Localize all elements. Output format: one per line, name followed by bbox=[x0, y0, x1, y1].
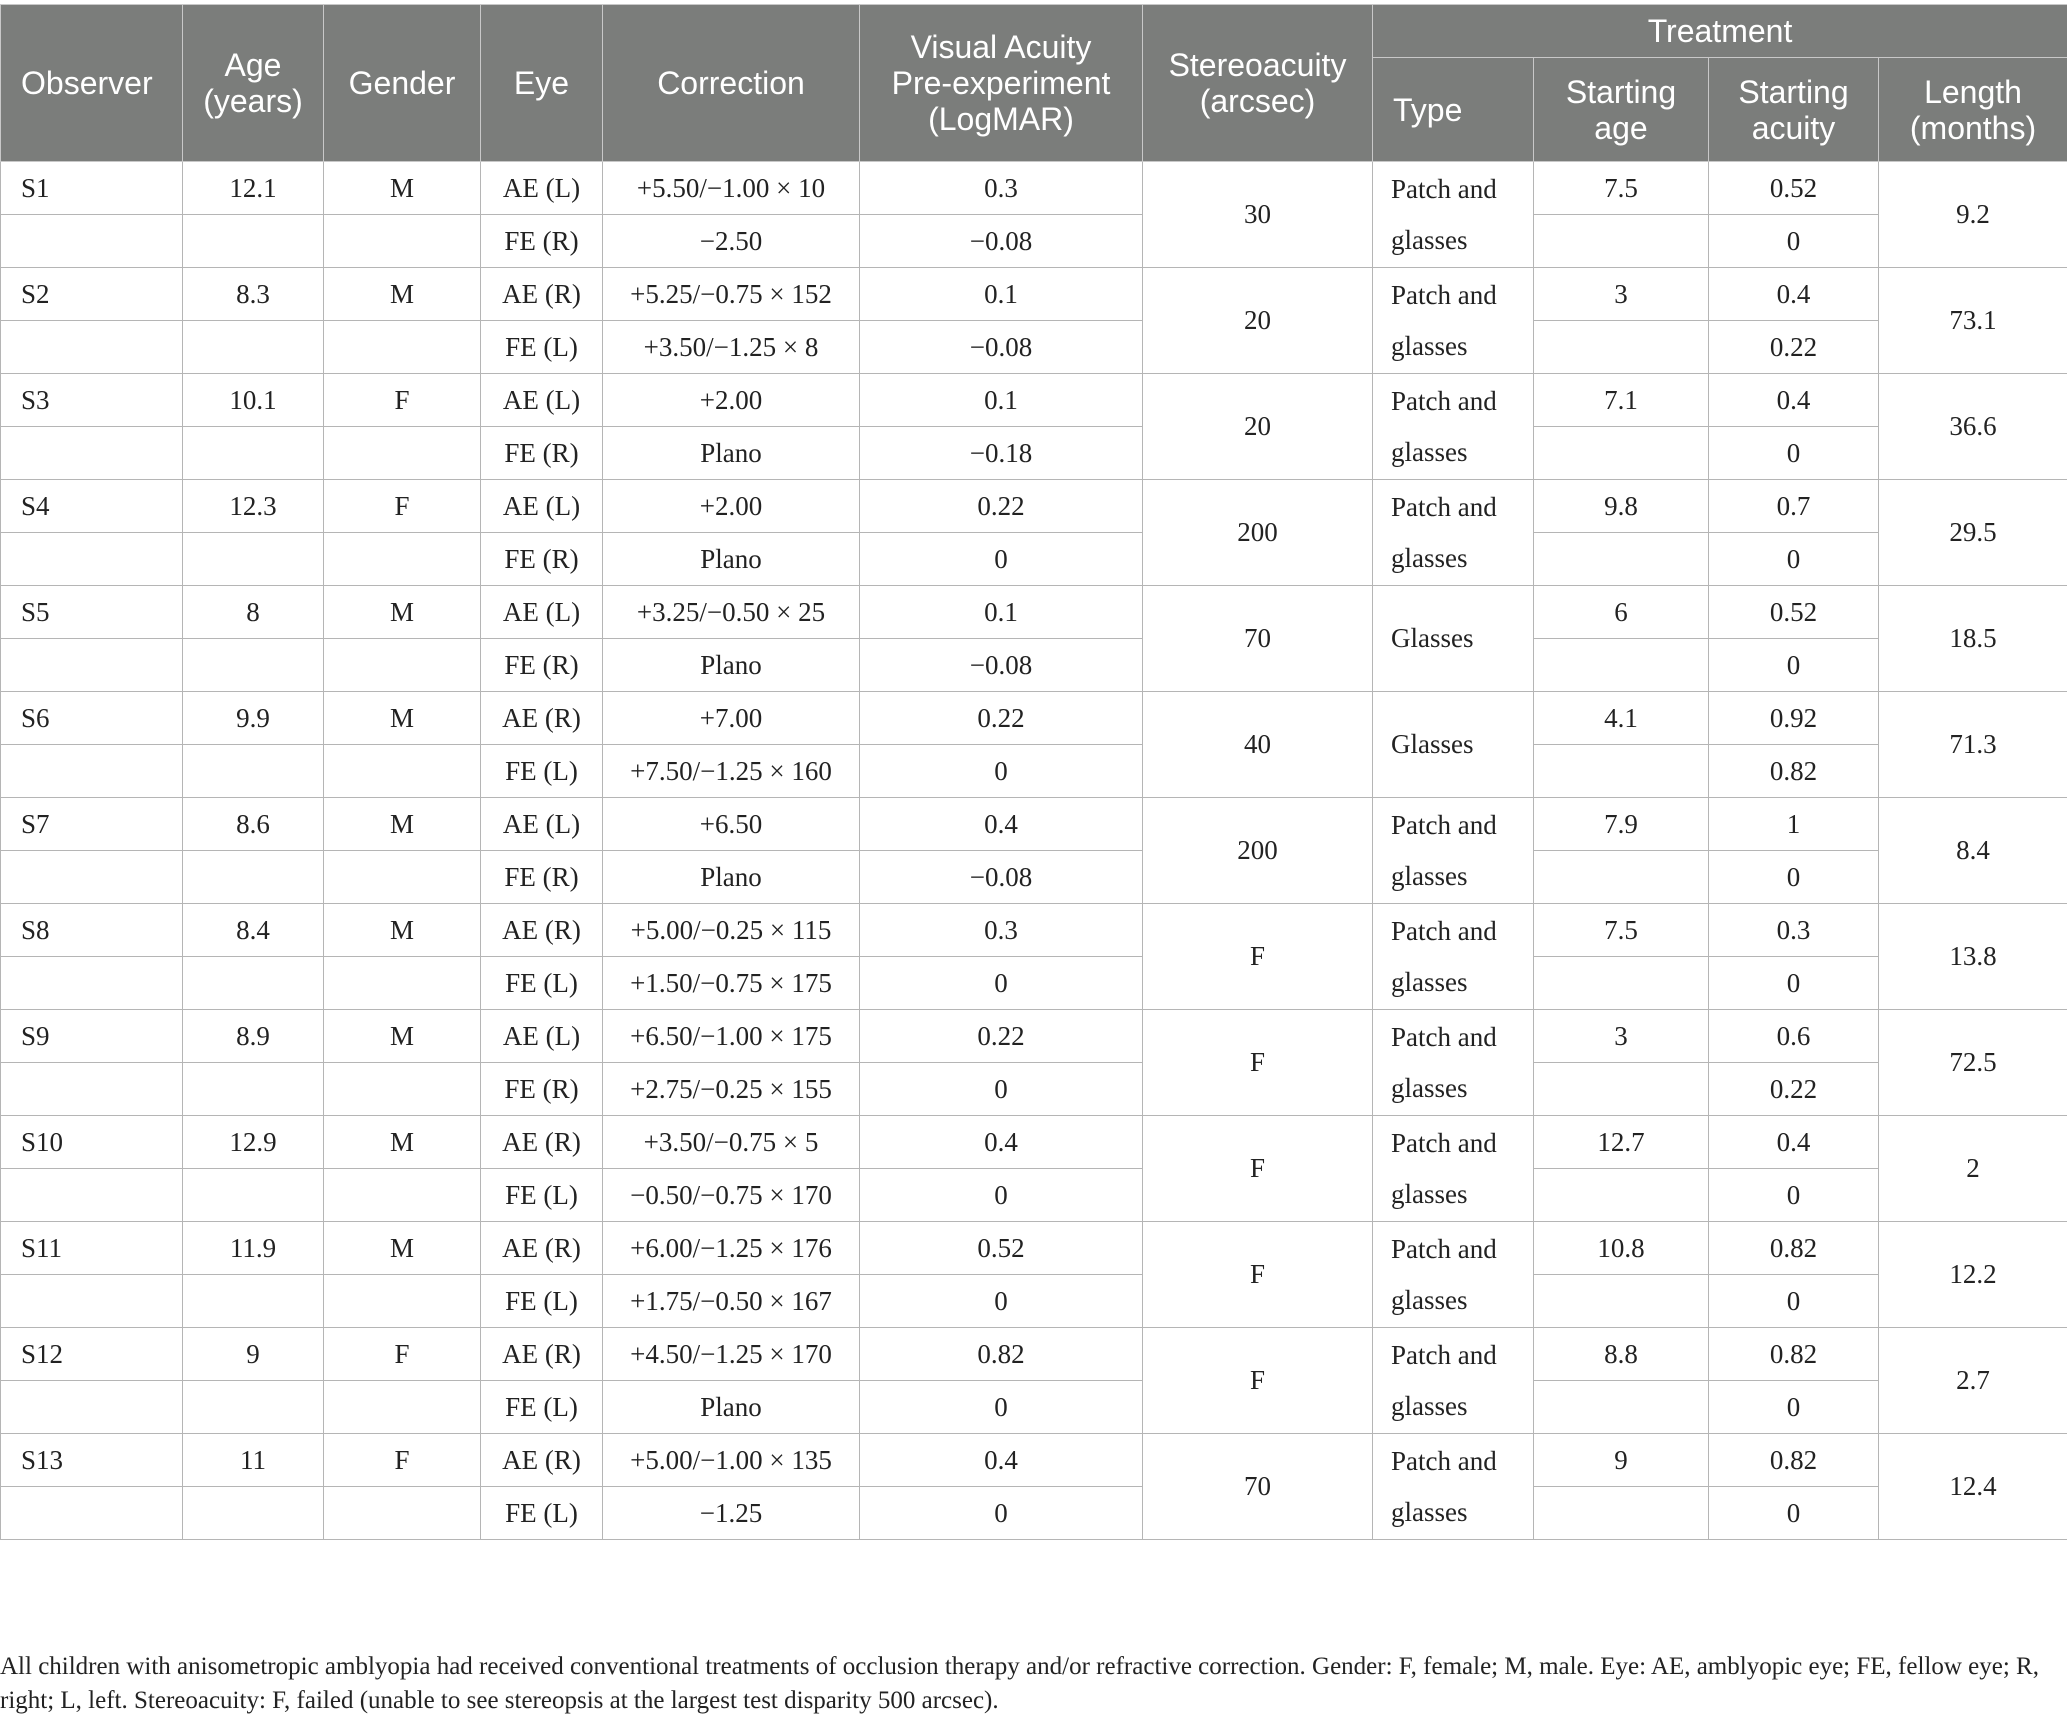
table-row bbox=[1, 745, 2067, 798]
visual-acuity-cell: −0.08 bbox=[860, 321, 1143, 374]
observer-cell: S13 bbox=[1, 1434, 183, 1487]
eye-cell: AE (L) bbox=[481, 586, 603, 639]
correction-cell: +7.50/−1.25 × 160 bbox=[603, 745, 860, 798]
starting-acuity-cell: 0 bbox=[1709, 1275, 1879, 1328]
age-cell-empty bbox=[183, 851, 324, 904]
starting-acuity-cell: 0 bbox=[1709, 639, 1879, 692]
gender-cell-empty bbox=[324, 533, 481, 586]
starting-acuity-cell: 0 bbox=[1709, 1169, 1879, 1222]
table-row bbox=[1, 1275, 2067, 1328]
correction-cell: +5.50/−1.00 × 10 bbox=[603, 162, 860, 215]
correction-cell: Plano bbox=[603, 1381, 860, 1434]
table-row bbox=[1, 957, 2067, 1010]
gender-cell-empty bbox=[324, 215, 481, 268]
correction-cell: +2.00 bbox=[603, 374, 860, 427]
observer-cell: S11 bbox=[1, 1222, 183, 1275]
correction-cell: +3.50/−0.75 × 5 bbox=[603, 1116, 860, 1169]
observer-cell: S9 bbox=[1, 1010, 183, 1063]
age-cell-empty bbox=[183, 639, 324, 692]
starting-acuity-cell: 0 bbox=[1709, 957, 1879, 1010]
eye-cell: FE (R) bbox=[481, 427, 603, 480]
correction-cell: +5.00/−1.00 × 135 bbox=[603, 1434, 860, 1487]
gender-cell-empty bbox=[324, 1487, 481, 1540]
gender-cell-empty bbox=[324, 745, 481, 798]
age-cell-empty bbox=[183, 957, 324, 1010]
length-cell: 18.5 bbox=[1879, 586, 2067, 692]
observer-cell-empty bbox=[1, 745, 183, 798]
starting-age-cell-empty bbox=[1534, 639, 1709, 692]
starting-age-cell-empty bbox=[1534, 851, 1709, 904]
header-starting-age: Starting age bbox=[1534, 58, 1709, 162]
stereoacuity-cell: F bbox=[1143, 1010, 1373, 1116]
starting-age-cell-empty bbox=[1534, 1275, 1709, 1328]
correction-cell: +5.25/−0.75 × 152 bbox=[603, 268, 860, 321]
starting-age-cell: 9 bbox=[1534, 1434, 1709, 1487]
table-row bbox=[1, 1328, 2067, 1381]
observer-cell: S5 bbox=[1, 586, 183, 639]
observer-cell: S10 bbox=[1, 1116, 183, 1169]
starting-age-cell: 9.8 bbox=[1534, 480, 1709, 533]
visual-acuity-cell: 0.4 bbox=[860, 798, 1143, 851]
visual-acuity-cell: 0.1 bbox=[860, 586, 1143, 639]
stereoacuity-cell: 30 bbox=[1143, 162, 1373, 268]
correction-cell: Plano bbox=[603, 533, 860, 586]
gender-cell: M bbox=[324, 798, 481, 851]
table-footnote: All children with anisometropic amblyopia had received conventional treatments of occlusion therapy and/or refractive correction. Gender: F, female; M, male. Eye: AE, amblyopic eye; FE, fellow eye; R, right; L, left. Stereoacuity: F, failed (unable to see stereopsis at the largest test disparity 500 arcsec). bbox=[0, 1653, 2039, 1714]
starting-acuity-cell: 0.22 bbox=[1709, 1063, 1879, 1116]
treatment-type-cell: Patch and glasses bbox=[1373, 1222, 1534, 1328]
table-row bbox=[1, 427, 2067, 480]
age-cell: 8.9 bbox=[183, 1010, 324, 1063]
starting-age-cell-empty bbox=[1534, 1381, 1709, 1434]
correction-cell: Plano bbox=[603, 639, 860, 692]
eye-cell: FE (R) bbox=[481, 1063, 603, 1116]
header-correction: Correction bbox=[603, 5, 860, 162]
length-cell: 9.2 bbox=[1879, 162, 2067, 268]
starting-acuity-cell: 0.4 bbox=[1709, 1116, 1879, 1169]
stereoacuity-cell: 20 bbox=[1143, 374, 1373, 480]
eye-cell: AE (L) bbox=[481, 1010, 603, 1063]
observer-cell-empty bbox=[1, 533, 183, 586]
table-row bbox=[1, 692, 2067, 745]
age-cell-empty bbox=[183, 1381, 324, 1434]
starting-acuity-cell: 0 bbox=[1709, 851, 1879, 904]
starting-age-cell: 3 bbox=[1534, 1010, 1709, 1063]
correction-cell: +1.75/−0.50 × 167 bbox=[603, 1275, 860, 1328]
treatment-type-cell: Patch and glasses bbox=[1373, 798, 1534, 904]
starting-acuity-cell: 0 bbox=[1709, 215, 1879, 268]
visual-acuity-cell: 0.82 bbox=[860, 1328, 1143, 1381]
starting-acuity-cell: 0.82 bbox=[1709, 1328, 1879, 1381]
observer-cell-empty bbox=[1, 321, 183, 374]
treatment-type-cell: Patch and glasses bbox=[1373, 1116, 1534, 1222]
gender-cell: M bbox=[324, 586, 481, 639]
starting-age-cell-empty bbox=[1534, 215, 1709, 268]
visual-acuity-cell: 0 bbox=[860, 1169, 1143, 1222]
treatment-type-cell: Patch and glasses bbox=[1373, 1328, 1534, 1434]
visual-acuity-cell: 0 bbox=[860, 1381, 1143, 1434]
eye-cell: FE (R) bbox=[481, 533, 603, 586]
table-row bbox=[1, 798, 2067, 851]
age-cell: 12.3 bbox=[183, 480, 324, 533]
length-cell: 71.3 bbox=[1879, 692, 2067, 798]
correction-cell: −1.25 bbox=[603, 1487, 860, 1540]
starting-age-cell-empty bbox=[1534, 957, 1709, 1010]
starting-acuity-cell: 0.82 bbox=[1709, 1222, 1879, 1275]
treatment-type-cell: Glasses bbox=[1373, 586, 1534, 692]
treatment-type-cell: Patch and glasses bbox=[1373, 480, 1534, 586]
stereoacuity-cell: F bbox=[1143, 1222, 1373, 1328]
table-row bbox=[1, 268, 2067, 321]
starting-acuity-cell: 0.6 bbox=[1709, 1010, 1879, 1063]
length-cell: 12.4 bbox=[1879, 1434, 2067, 1540]
observer-cell-empty bbox=[1, 1063, 183, 1116]
gender-cell: F bbox=[324, 1434, 481, 1487]
starting-acuity-cell: 0.92 bbox=[1709, 692, 1879, 745]
observer-cell: S12 bbox=[1, 1328, 183, 1381]
header-observer: Observer bbox=[1, 5, 183, 162]
starting-age-cell-empty bbox=[1534, 1169, 1709, 1222]
correction-cell: +5.00/−0.25 × 115 bbox=[603, 904, 860, 957]
table-row bbox=[1, 1169, 2067, 1222]
gender-cell: F bbox=[324, 374, 481, 427]
starting-age-cell-empty bbox=[1534, 1063, 1709, 1116]
length-cell: 36.6 bbox=[1879, 374, 2067, 480]
correction-cell: +6.50 bbox=[603, 798, 860, 851]
visual-acuity-cell: −0.08 bbox=[860, 215, 1143, 268]
starting-acuity-cell: 0.52 bbox=[1709, 162, 1879, 215]
length-cell: 12.2 bbox=[1879, 1222, 2067, 1328]
starting-age-cell: 6 bbox=[1534, 586, 1709, 639]
eye-cell: FE (R) bbox=[481, 639, 603, 692]
gender-cell: M bbox=[324, 1222, 481, 1275]
starting-acuity-cell: 0.4 bbox=[1709, 268, 1879, 321]
observer-cell: S1 bbox=[1, 162, 183, 215]
starting-acuity-cell: 0.22 bbox=[1709, 321, 1879, 374]
age-cell-empty bbox=[183, 533, 324, 586]
starting-acuity-cell: 0.4 bbox=[1709, 374, 1879, 427]
correction-cell: +6.50/−1.00 × 175 bbox=[603, 1010, 860, 1063]
starting-acuity-cell: 0.82 bbox=[1709, 745, 1879, 798]
table-row bbox=[1, 1010, 2067, 1063]
starting-age-cell-empty bbox=[1534, 321, 1709, 374]
observer-cell: S7 bbox=[1, 798, 183, 851]
treatment-type-cell: Patch and glasses bbox=[1373, 162, 1534, 268]
age-cell: 12.1 bbox=[183, 162, 324, 215]
eye-cell: FE (L) bbox=[481, 321, 603, 374]
observer-cell-empty bbox=[1, 851, 183, 904]
correction-cell: +6.00/−1.25 × 176 bbox=[603, 1222, 860, 1275]
table-row bbox=[1, 480, 2067, 533]
header-starting-acuity: Starting acuity bbox=[1709, 58, 1879, 162]
length-cell: 29.5 bbox=[1879, 480, 2067, 586]
table-row bbox=[1, 851, 2067, 904]
age-cell: 11 bbox=[183, 1434, 324, 1487]
treatment-type-cell: Patch and glasses bbox=[1373, 1434, 1534, 1540]
starting-age-cell-empty bbox=[1534, 427, 1709, 480]
observer-cell-empty bbox=[1, 1381, 183, 1434]
header-age: Age (years) bbox=[183, 5, 324, 162]
observer-cell: S4 bbox=[1, 480, 183, 533]
eye-cell: FE (L) bbox=[481, 1381, 603, 1434]
table-row bbox=[1, 1063, 2067, 1116]
stereoacuity-cell: 70 bbox=[1143, 586, 1373, 692]
starting-acuity-cell: 0.52 bbox=[1709, 586, 1879, 639]
visual-acuity-cell: 0.3 bbox=[860, 904, 1143, 957]
table-row bbox=[1, 533, 2067, 586]
table-row bbox=[1, 162, 2067, 215]
gender-cell: M bbox=[324, 162, 481, 215]
table-row bbox=[1, 586, 2067, 639]
age-cell: 10.1 bbox=[183, 374, 324, 427]
correction-cell: Plano bbox=[603, 851, 860, 904]
visual-acuity-cell: −0.08 bbox=[860, 851, 1143, 904]
starting-acuity-cell: 1 bbox=[1709, 798, 1879, 851]
gender-cell: M bbox=[324, 268, 481, 321]
starting-age-cell-empty bbox=[1534, 1487, 1709, 1540]
visual-acuity-cell: 0.52 bbox=[860, 1222, 1143, 1275]
starting-acuity-cell: 0 bbox=[1709, 533, 1879, 586]
gender-cell: M bbox=[324, 1116, 481, 1169]
starting-acuity-cell: 0.82 bbox=[1709, 1434, 1879, 1487]
starting-age-cell: 4.1 bbox=[1534, 692, 1709, 745]
visual-acuity-cell: 0.3 bbox=[860, 162, 1143, 215]
gender-cell-empty bbox=[324, 321, 481, 374]
stereoacuity-cell: F bbox=[1143, 1116, 1373, 1222]
table-row bbox=[1, 1222, 2067, 1275]
length-cell: 73.1 bbox=[1879, 268, 2067, 374]
header-stereoacuity: Stereoacuity (arcsec) bbox=[1143, 5, 1373, 162]
observer-cell-empty bbox=[1, 215, 183, 268]
eye-cell: FE (L) bbox=[481, 745, 603, 798]
length-cell: 13.8 bbox=[1879, 904, 2067, 1010]
eye-cell: AE (R) bbox=[481, 268, 603, 321]
correction-cell: +7.00 bbox=[603, 692, 860, 745]
header-treatment-type: Type bbox=[1373, 58, 1534, 162]
eye-cell: AE (L) bbox=[481, 374, 603, 427]
starting-age-cell: 3 bbox=[1534, 268, 1709, 321]
starting-acuity-cell: 0 bbox=[1709, 1487, 1879, 1540]
table-row bbox=[1, 904, 2067, 957]
length-cell: 72.5 bbox=[1879, 1010, 2067, 1116]
table-row bbox=[1, 1116, 2067, 1169]
age-cell: 8.3 bbox=[183, 268, 324, 321]
age-cell: 8.6 bbox=[183, 798, 324, 851]
table-row bbox=[1, 1434, 2067, 1487]
correction-cell: +4.50/−1.25 × 170 bbox=[603, 1328, 860, 1381]
eye-cell: AE (R) bbox=[481, 692, 603, 745]
length-cell: 8.4 bbox=[1879, 798, 2067, 904]
visual-acuity-cell: 0.1 bbox=[860, 374, 1143, 427]
starting-age-cell: 7.1 bbox=[1534, 374, 1709, 427]
table-body bbox=[1, 162, 2067, 1540]
observer-cell-empty bbox=[1, 1275, 183, 1328]
age-cell: 9.9 bbox=[183, 692, 324, 745]
eye-cell: FE (R) bbox=[481, 851, 603, 904]
visual-acuity-cell: −0.08 bbox=[860, 639, 1143, 692]
treatment-type-cell: Glasses bbox=[1373, 692, 1534, 798]
age-cell-empty bbox=[183, 745, 324, 798]
observer-cell: S3 bbox=[1, 374, 183, 427]
starting-age-cell: 8.8 bbox=[1534, 1328, 1709, 1381]
correction-cell: Plano bbox=[603, 427, 860, 480]
visual-acuity-cell: 0.22 bbox=[860, 692, 1143, 745]
treatment-type-cell: Patch and glasses bbox=[1373, 904, 1534, 1010]
visual-acuity-cell: 0 bbox=[860, 745, 1143, 798]
eye-cell: AE (R) bbox=[481, 1222, 603, 1275]
eye-cell: FE (L) bbox=[481, 1487, 603, 1540]
header-visual-acuity: Visual Acuity Pre-experiment (LogMAR) bbox=[860, 5, 1143, 162]
gender-cell-empty bbox=[324, 851, 481, 904]
starting-age-cell: 7.9 bbox=[1534, 798, 1709, 851]
visual-acuity-cell: 0 bbox=[860, 1063, 1143, 1116]
observer-cell-empty bbox=[1, 957, 183, 1010]
starting-acuity-cell: 0 bbox=[1709, 1381, 1879, 1434]
starting-age-cell: 10.8 bbox=[1534, 1222, 1709, 1275]
header-gender: Gender bbox=[324, 5, 481, 162]
treatment-type-cell: Patch and glasses bbox=[1373, 268, 1534, 374]
age-cell: 11.9 bbox=[183, 1222, 324, 1275]
starting-age-cell: 7.5 bbox=[1534, 162, 1709, 215]
eye-cell: AE (L) bbox=[481, 480, 603, 533]
visual-acuity-cell: 0 bbox=[860, 1275, 1143, 1328]
correction-cell: +2.00 bbox=[603, 480, 860, 533]
table-row bbox=[1, 1487, 2067, 1540]
observer-cell-empty bbox=[1, 1487, 183, 1540]
eye-cell: AE (R) bbox=[481, 1116, 603, 1169]
gender-cell-empty bbox=[324, 1275, 481, 1328]
age-cell: 8.4 bbox=[183, 904, 324, 957]
visual-acuity-cell: 0.4 bbox=[860, 1434, 1143, 1487]
eye-cell: FE (L) bbox=[481, 957, 603, 1010]
gender-cell-empty bbox=[324, 639, 481, 692]
visual-acuity-cell: 0 bbox=[860, 957, 1143, 1010]
length-cell: 2 bbox=[1879, 1116, 2067, 1222]
eye-cell: AE (L) bbox=[481, 798, 603, 851]
header-treatment: Treatment bbox=[1373, 5, 2067, 58]
age-cell: 9 bbox=[183, 1328, 324, 1381]
eye-cell: AE (L) bbox=[481, 162, 603, 215]
observer-cell: S8 bbox=[1, 904, 183, 957]
header-length: Length (months) bbox=[1879, 58, 2067, 162]
table-row bbox=[1, 215, 2067, 268]
starting-age-cell-empty bbox=[1534, 533, 1709, 586]
correction-cell: +3.50/−1.25 × 8 bbox=[603, 321, 860, 374]
eye-cell: FE (L) bbox=[481, 1275, 603, 1328]
starting-acuity-cell: 0.7 bbox=[1709, 480, 1879, 533]
stereoacuity-cell: 20 bbox=[1143, 268, 1373, 374]
starting-age-cell-empty bbox=[1534, 745, 1709, 798]
observer-cell: S6 bbox=[1, 692, 183, 745]
gender-cell: M bbox=[324, 904, 481, 957]
stereoacuity-cell: F bbox=[1143, 1328, 1373, 1434]
starting-age-cell: 7.5 bbox=[1534, 904, 1709, 957]
eye-cell: FE (R) bbox=[481, 215, 603, 268]
correction-cell: +1.50/−0.75 × 175 bbox=[603, 957, 860, 1010]
gender-cell-empty bbox=[324, 1063, 481, 1116]
age-cell-empty bbox=[183, 1275, 324, 1328]
correction-cell: −0.50/−0.75 × 170 bbox=[603, 1169, 860, 1222]
treatment-type-cell: Patch and glasses bbox=[1373, 374, 1534, 480]
observer-cell-empty bbox=[1, 427, 183, 480]
eye-cell: AE (R) bbox=[481, 904, 603, 957]
age-cell: 12.9 bbox=[183, 1116, 324, 1169]
visual-acuity-cell: 0.22 bbox=[860, 1010, 1143, 1063]
table-row bbox=[1, 1381, 2067, 1434]
visual-acuity-cell: 0 bbox=[860, 1487, 1143, 1540]
correction-cell: +3.25/−0.50 × 25 bbox=[603, 586, 860, 639]
visual-acuity-cell: 0.4 bbox=[860, 1116, 1143, 1169]
length-cell: 2.7 bbox=[1879, 1328, 2067, 1434]
stereoacuity-cell: 200 bbox=[1143, 798, 1373, 904]
treatment-type-cell: Patch and glasses bbox=[1373, 1010, 1534, 1116]
gender-cell: F bbox=[324, 1328, 481, 1381]
starting-age-cell: 12.7 bbox=[1534, 1116, 1709, 1169]
stereoacuity-cell: 40 bbox=[1143, 692, 1373, 798]
observer-cell-empty bbox=[1, 1169, 183, 1222]
age-cell-empty bbox=[183, 1487, 324, 1540]
age-cell-empty bbox=[183, 215, 324, 268]
age-cell-empty bbox=[183, 321, 324, 374]
starting-acuity-cell: 0 bbox=[1709, 427, 1879, 480]
visual-acuity-cell: −0.18 bbox=[860, 427, 1143, 480]
observer-cell-empty bbox=[1, 639, 183, 692]
correction-cell: +2.75/−0.25 × 155 bbox=[603, 1063, 860, 1116]
eye-cell: FE (L) bbox=[481, 1169, 603, 1222]
stereoacuity-cell: 70 bbox=[1143, 1434, 1373, 1540]
gender-cell: M bbox=[324, 692, 481, 745]
age-cell-empty bbox=[183, 427, 324, 480]
gender-cell: F bbox=[324, 480, 481, 533]
age-cell-empty bbox=[183, 1169, 324, 1222]
table-row bbox=[1, 321, 2067, 374]
header-eye: Eye bbox=[481, 5, 603, 162]
visual-acuity-cell: 0.1 bbox=[860, 268, 1143, 321]
table-row bbox=[1, 374, 2067, 427]
table-row bbox=[1, 639, 2067, 692]
observer-table bbox=[0, 4, 2067, 1540]
stereoacuity-cell: F bbox=[1143, 904, 1373, 1010]
correction-cell: −2.50 bbox=[603, 215, 860, 268]
eye-cell: AE (R) bbox=[481, 1434, 603, 1487]
visual-acuity-cell: 0 bbox=[860, 533, 1143, 586]
visual-acuity-cell: 0.22 bbox=[860, 480, 1143, 533]
gender-cell-empty bbox=[324, 957, 481, 1010]
eye-cell: AE (R) bbox=[481, 1328, 603, 1381]
age-cell-empty bbox=[183, 1063, 324, 1116]
starting-acuity-cell: 0.3 bbox=[1709, 904, 1879, 957]
gender-cell-empty bbox=[324, 1381, 481, 1434]
gender-cell-empty bbox=[324, 427, 481, 480]
gender-cell-empty bbox=[324, 1169, 481, 1222]
observer-cell: S2 bbox=[1, 268, 183, 321]
gender-cell: M bbox=[324, 1010, 481, 1063]
stereoacuity-cell: 200 bbox=[1143, 480, 1373, 586]
age-cell: 8 bbox=[183, 586, 324, 639]
